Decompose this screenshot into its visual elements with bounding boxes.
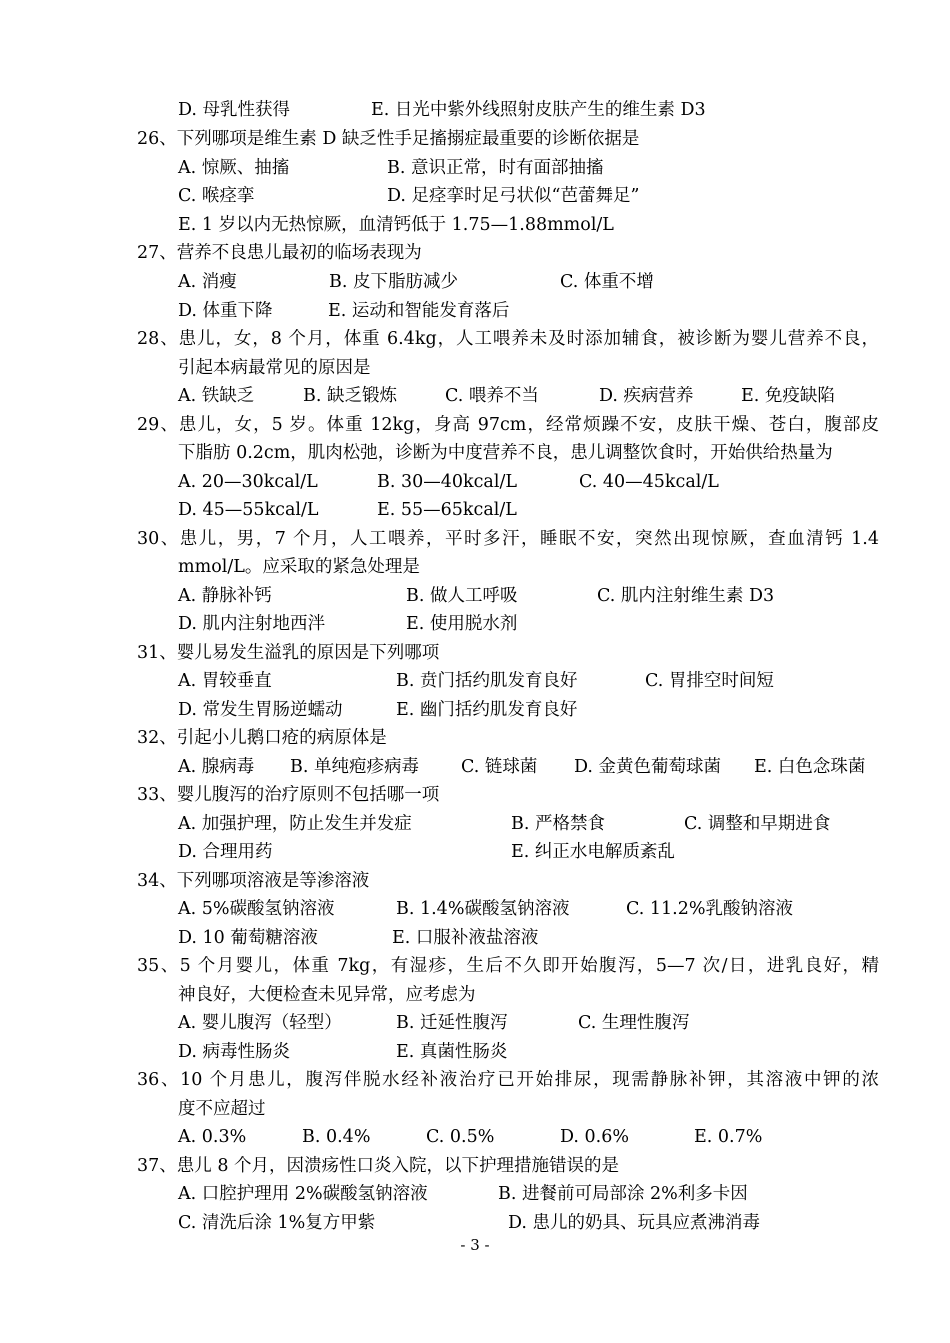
option-d: D. 0.6%	[560, 1127, 629, 1147]
option-e: E. 1 岁以内无热惊厥，血清钙低于 1.75—1.88mmol/L	[178, 215, 614, 235]
option-d: D. 患儿的奶具、玩具应煮沸消毒	[508, 1213, 761, 1233]
option-c: C. 肌内注射维生素 D3	[597, 586, 775, 606]
option-a: A. 5%碳酸氢钠溶液	[178, 899, 335, 919]
option-row	[178, 468, 719, 496]
option-d: D. 母乳性获得	[178, 100, 291, 120]
option-c: C. 11.2%乳酸钠溶液	[626, 899, 793, 919]
option-c: C. 喂养不当	[445, 386, 539, 406]
option-d: D. 肌内注射地西泮	[178, 614, 326, 634]
option-c: C. 0.5%	[426, 1127, 495, 1147]
page-number: - 3 -	[460, 1236, 490, 1254]
option-b: B. 贲门括约肌发育良好	[396, 671, 578, 691]
option-a: A. 0.3%	[178, 1127, 247, 1147]
question-29-cont: 下脂肪 0.2cm，肌肉松弛，诊断为中度营养不良，患儿调整饮食时，开始供给热量为	[178, 443, 833, 463]
option-row	[178, 211, 614, 239]
option-row	[178, 753, 866, 781]
option-row	[178, 1123, 763, 1151]
option-row	[178, 667, 774, 695]
option-c: C. 生理性腹泻	[578, 1013, 690, 1033]
option-row	[178, 496, 517, 524]
question-28-cont: 引起本病最常见的原因是	[178, 358, 371, 378]
option-b: B. 严格禁食	[511, 814, 605, 834]
option-e: E. 幽门括约肌发育良好	[396, 700, 578, 720]
option-a: A. 惊厥、抽搐	[178, 158, 290, 178]
option-row	[178, 1209, 761, 1237]
option-d: D. 合理用药	[178, 842, 273, 862]
option-d: D. 体重下降	[178, 301, 273, 321]
option-c: C. 40—45kcal/L	[579, 472, 719, 492]
option-a: A. 口腔护理用 2%碳酸氢钠溶液	[178, 1184, 428, 1204]
question-37: 37、患儿 8 个月，因溃疡性口炎入院，以下护理措施错误的是	[137, 1156, 620, 1176]
question-30: 30、患儿，男，7 个月，人工喂养，平时多汗，睡眠不安，突然出现惊厥，查血清钙 1.4	[137, 529, 879, 549]
option-e: E. 使用脱水剂	[406, 614, 518, 634]
option-a: A. 加强护理，防止发生并发症	[178, 814, 412, 834]
option-b: B. 1.4%碳酸氢钠溶液	[396, 899, 570, 919]
option-b: B. 30—40kcal/L	[377, 472, 517, 492]
option-b: B. 迁延性腹泻	[396, 1013, 508, 1033]
option-b: B. 做人工呼吸	[406, 586, 518, 606]
option-e: E. 真菌性肠炎	[396, 1042, 508, 1062]
question-30-cont: mmol/L。应采取的紧急处理是	[178, 557, 420, 577]
option-b: B. 皮下脂肪减少	[329, 272, 458, 292]
option-d: D. 常发生胃肠逆蠕动	[178, 700, 343, 720]
option-row	[178, 610, 518, 638]
option-row	[178, 382, 835, 410]
option-e: E. 口服补液盐溶液	[392, 928, 539, 948]
option-b: B. 进餐前可局部涂 2%利多卡因	[498, 1184, 748, 1204]
option-row	[178, 96, 706, 124]
option-c: C. 调整和早期进食	[684, 814, 831, 834]
option-a: A. 胃较垂直	[178, 671, 272, 691]
option-row	[178, 696, 578, 724]
option-row	[178, 810, 831, 838]
option-a: A. 腺病毒	[178, 757, 255, 777]
option-b: B. 单纯疱疹病毒	[290, 757, 419, 777]
option-c: C. 胃排空时间短	[645, 671, 774, 691]
option-a: A. 静脉补钙	[178, 586, 272, 606]
option-row	[178, 268, 654, 296]
option-row	[178, 1180, 748, 1208]
question-32: 32、引起小儿鹅口疮的病原体是	[137, 728, 387, 748]
option-b: B. 0.4%	[302, 1127, 371, 1147]
option-a: A. 20—30kcal/L	[178, 472, 318, 492]
option-row	[178, 297, 510, 325]
option-row	[178, 154, 604, 182]
option-b: B. 缺乏锻炼	[303, 386, 397, 406]
option-e: E. 白色念珠菌	[754, 757, 866, 777]
question-27: 27、营养不良患儿最初的临场表现为	[137, 243, 422, 263]
option-a: A. 消瘦	[178, 272, 237, 292]
option-d: D. 足痉挛时足弓状似“芭蕾舞足”	[387, 186, 640, 206]
option-c: C. 链球菌	[461, 757, 538, 777]
option-c: C. 喉痉挛	[178, 186, 255, 206]
option-e: E. 纠正水电解质紊乱	[511, 842, 675, 862]
question-36-cont: 度不应超过	[178, 1099, 266, 1119]
option-row	[178, 182, 640, 210]
option-d: D. 10 葡萄糖溶液	[178, 928, 318, 948]
option-b: B. 意识正常，时有面部抽搐	[387, 158, 604, 178]
option-d: D. 45—55kcal/L	[178, 500, 319, 520]
option-row	[178, 924, 539, 952]
option-a: A. 铁缺乏	[178, 386, 255, 406]
option-c: C. 体重不增	[560, 272, 654, 292]
option-d: D. 金黄色葡萄球菌	[574, 757, 722, 777]
option-e: E. 0.7%	[694, 1127, 763, 1147]
question-33: 33、婴儿腹泻的治疗原则不包括哪一项	[137, 785, 440, 805]
option-d: D. 病毒性肠炎	[178, 1042, 291, 1062]
question-26: 26、下列哪项是维生素 D 缺乏性手足搐搦症最重要的诊断依据是	[137, 129, 640, 149]
question-34: 34、下列哪项溶液是等渗溶液	[137, 871, 370, 891]
question-35: 35、5 个月婴儿，体重 7kg，有湿疹，生后不久即开始腹泻，5—7 次/日，进乳良好，精	[137, 956, 879, 976]
option-e: E. 运动和智能发育落后	[328, 301, 510, 321]
question-35-cont: 神良好，大便检查未见异常，应考虑为	[178, 985, 476, 1005]
option-e: E. 免疫缺陷	[741, 386, 835, 406]
question-36: 36、10 个月患儿，腹泻伴脱水经补液治疗已开始排尿，现需静脉补钾，其溶液中钾的浓	[137, 1070, 879, 1090]
option-row	[178, 582, 775, 610]
option-row	[178, 895, 793, 923]
option-a: A. 婴儿腹泻（轻型）	[178, 1013, 342, 1033]
question-29: 29、患儿，女，5 岁。体重 12kg，身高 97cm，经常烦躁不安，皮肤干燥、苍白，腹部皮	[137, 415, 879, 435]
option-row	[178, 1038, 508, 1066]
question-28: 28、患儿，女，8 个月，体重 6.4kg，人工喂养未及时添加辅食，被诊断为婴儿营养不良，	[137, 329, 879, 349]
option-e: E. 日光中紫外线照射皮肤产生的维生素 D3	[371, 100, 706, 120]
option-row	[178, 1009, 690, 1037]
option-row	[178, 838, 675, 866]
question-31: 31、婴儿易发生溢乳的原因是下列哪项	[137, 643, 440, 663]
option-e: E. 55—65kcal/L	[377, 500, 517, 520]
option-c: C. 清洗后涂 1%复方甲紫	[178, 1213, 376, 1233]
option-d: D. 疾病营养	[599, 386, 694, 406]
